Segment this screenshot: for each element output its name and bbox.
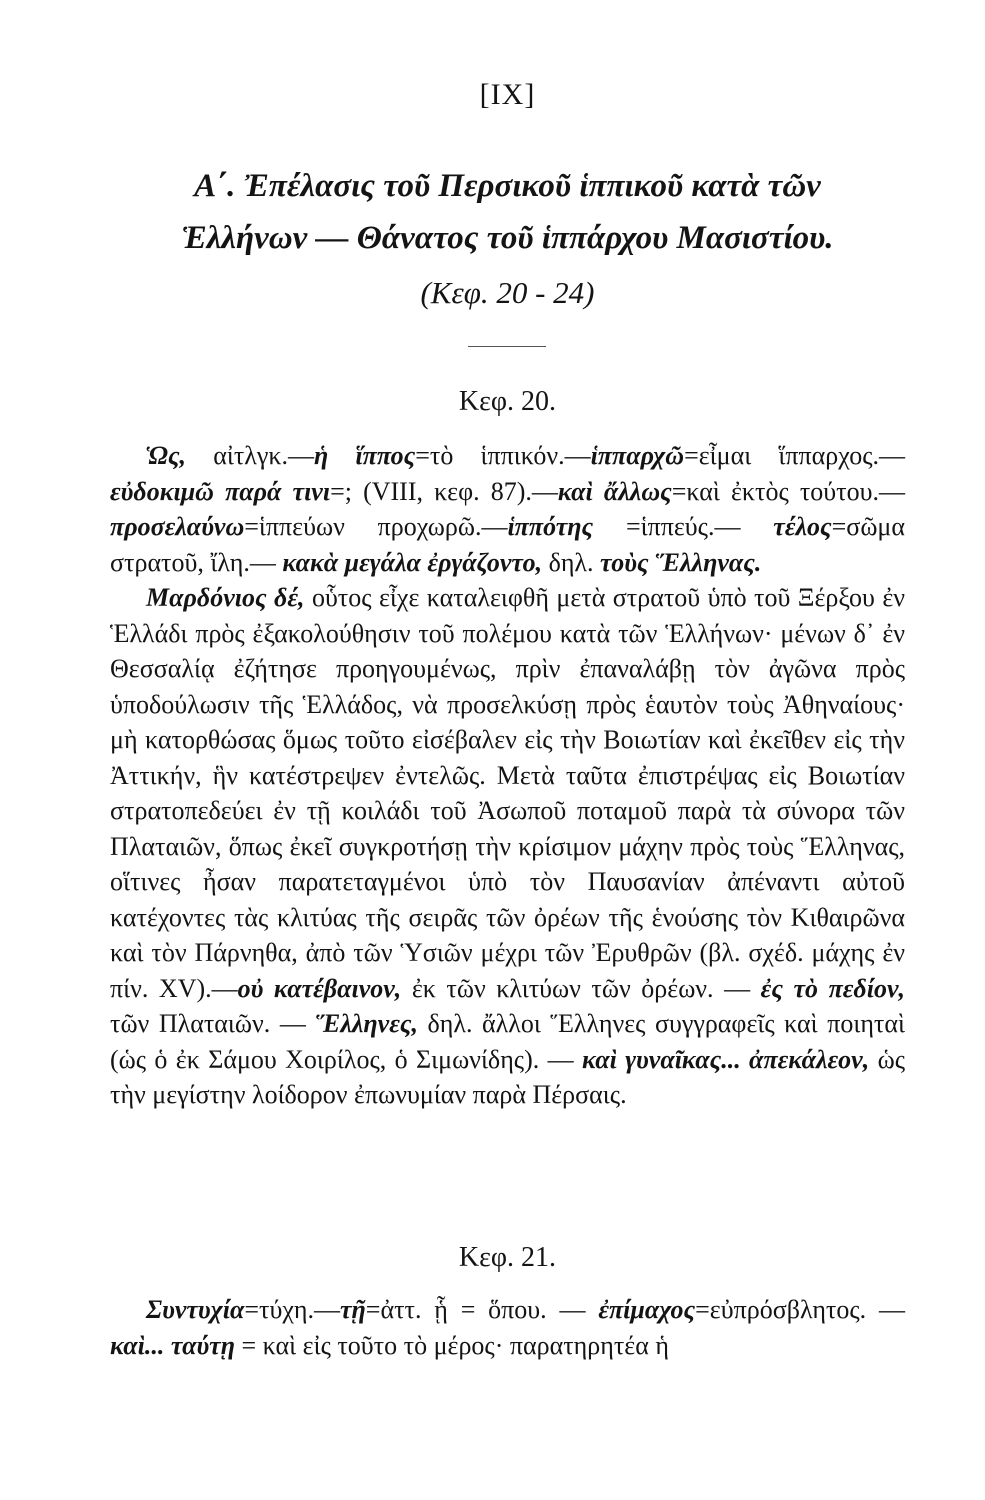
lemma-term: τῇ <box>339 1295 366 1324</box>
gloss-text: ὡς τὴν μεγίστην λοίδορον ἐπωνυμίαν παρὰ Πέρσαις. <box>110 1044 905 1109</box>
book-page <box>110 0 905 1500</box>
lemma-term: καὶ ἄλλως <box>557 476 672 506</box>
gloss-text: =; (VIII, κεφ. 87).— <box>330 476 558 506</box>
chapter-heading-20: Κεφ. 20. <box>458 386 557 417</box>
gloss-text: =σῶμα στρατοῦ, ἴλη.— <box>110 512 905 577</box>
chapter-reference: (Κεφ. 20 - 24) <box>420 275 595 310</box>
lemma-term: κακὰ μεγάλα ἐργάζοντο, <box>282 547 543 577</box>
lemma-term: ἱππαρχῶ <box>590 441 685 470</box>
gloss-text: =τύχη.— <box>244 1295 340 1324</box>
lemma-term: Ἕλληνες, <box>315 1009 418 1038</box>
page-number: [IX] <box>479 78 536 111</box>
commentary-paragraph <box>110 1292 905 1363</box>
lemma-term: Ὡς, <box>146 441 187 470</box>
lemma-term: καὶ... <box>110 1330 165 1360</box>
gloss-text: δηλ. ἄλλοι Ἕλληνες συγγραφεῖς καὶ ποιηταὶ (ὡς ὁ ἐκ Σάμου Χοιρίλος, ὁ Σιμωνίδης). — <box>110 1009 905 1074</box>
section-title <box>110 160 905 264</box>
gloss-text: αἰτλγκ.— <box>186 441 314 470</box>
chapter-heading-21: Κεφ. 21. <box>458 1242 557 1273</box>
lemma-term: ἐπίμαχος <box>598 1295 696 1324</box>
lemma-term: Συντυχία <box>146 1295 245 1324</box>
gloss-text: ἐκ τῶν κλιτύων τῶν ὀρέων. — <box>401 973 761 1003</box>
lemma-term: τοὺς Ἕλληνας. <box>600 547 762 577</box>
lemma-term: τέλος <box>773 512 832 541</box>
lemma-term: προσελαύνω <box>110 512 245 541</box>
gloss-text: οὗτος εἶχε καταλειφθῆ μετὰ στρατοῦ ὑπὸ τοῦ Ξέρξου ἐν Ἑλλάδι πρὸς ἐξακολούθησιν τοῦ πολέμου κατὰ τῶν Ἑλλήνων· μένων δ᾽ ἐν Θεσσαλίᾳ ἐζήτησε προηγουμένως, πρὶν ἐπαναλάβῃ τὸν ἀγῶνα πρὸς ὑποδούλωσιν τῆς Ἑλλάδος, νὰ προσελκύσῃ πρὸς ἑαυτὸν τοὺς Ἀθηναίους· μὴ κατορθώσας ὅμως τοῦτο εἰσέβαλεν εἰς τὴν Βοιωτίαν καὶ ἐκεῖθεν εἰς τὴν Ἀττικήν, ἣν κατέστρεψεν ἐντελῶς. Μετὰ ταῦτα ἐπιστρέψας εἰς Βοιωτίαν στρατοπεδεύει ἐν τῇ κοιλάδι τοῦ Ἀσωποῦ ποταμοῦ παρὰ τὰ σύνορα τῶν Πλαταιῶν, ὅπως ἐκεῖ συγκροτήσῃ τὴν κρίσιμον μάχην πρὸς τοὺς Ἕλληνας, οἵτινες ἦσαν παρατεταγμένοι ὑπὸ τὸν Παυσανίαν ἀπέναντι αὐτοῦ κατέχοντες τὰς κλιτύας τῆς σειρᾶς τῶν ὀρέων τῆς ἑνούσης τὸν Κιθαιρῶνα καὶ τὸν Πάρνηθα, ἀπὸ τῶν Ὑσιῶν μέχρι τῶν Ἐρυθρῶν (βλ. σχέδ. μάχης ἐν πίν. XV).— <box>110 583 905 1003</box>
gloss-text: =ἱππεύς.— <box>593 512 774 541</box>
gloss-text: δηλ. <box>542 547 601 577</box>
chapter-20-text <box>110 438 905 1113</box>
chapter-21-text <box>110 1292 905 1363</box>
lemma-term: καὶ γυναῖκας... ἀπεκάλεον, <box>581 1044 870 1074</box>
lemma-term: Μαρδόνιος δέ, <box>146 583 305 612</box>
gloss-text: =εἶμαι ἵππαρχος.— <box>684 441 905 470</box>
gloss-text: =ἱππεύων προχωρῶ.— <box>244 512 508 541</box>
gloss-text: = καὶ εἰς τοῦτο τὸ μέρος· παρατηρητέα ἡ <box>235 1330 669 1360</box>
divider-rule <box>468 346 546 347</box>
section-title-line-1: Α΄. Ἐπέλασις τοῦ Περσικοῦ ἱππικοῦ κατὰ τῶν <box>194 168 821 204</box>
commentary-paragraph <box>110 580 905 1113</box>
commentary-paragraph <box>110 438 905 580</box>
gloss-text: =ἀττ. ᾗ = ὅπου. — <box>365 1295 599 1324</box>
lemma-term: ἱππότης <box>507 512 594 541</box>
lemma-term: εὐδοκιμῶ παρά τινι <box>110 476 331 506</box>
lemma-term: ἐς τὸ πεδίον, <box>760 973 906 1003</box>
gloss-text: τῶν Πλαταιῶν. — <box>110 1009 316 1038</box>
gloss-text: =καὶ ἐκτὸς τούτου.— <box>671 476 906 506</box>
gloss-text: =τὸ ἱππικόν.— <box>415 441 591 470</box>
lemma-term: ταύτῃ <box>170 1330 235 1360</box>
section-title-line-2: Ἑλλήνων — Θάνατος τοῦ ἱππάρχου Μασιστίου. <box>181 220 834 256</box>
gloss-text: =εὐπρόσβλητος. — <box>695 1295 905 1324</box>
lemma-term: οὐ κατέβαινον, <box>237 973 402 1003</box>
lemma-term: ἡ ἵππος <box>313 441 416 470</box>
